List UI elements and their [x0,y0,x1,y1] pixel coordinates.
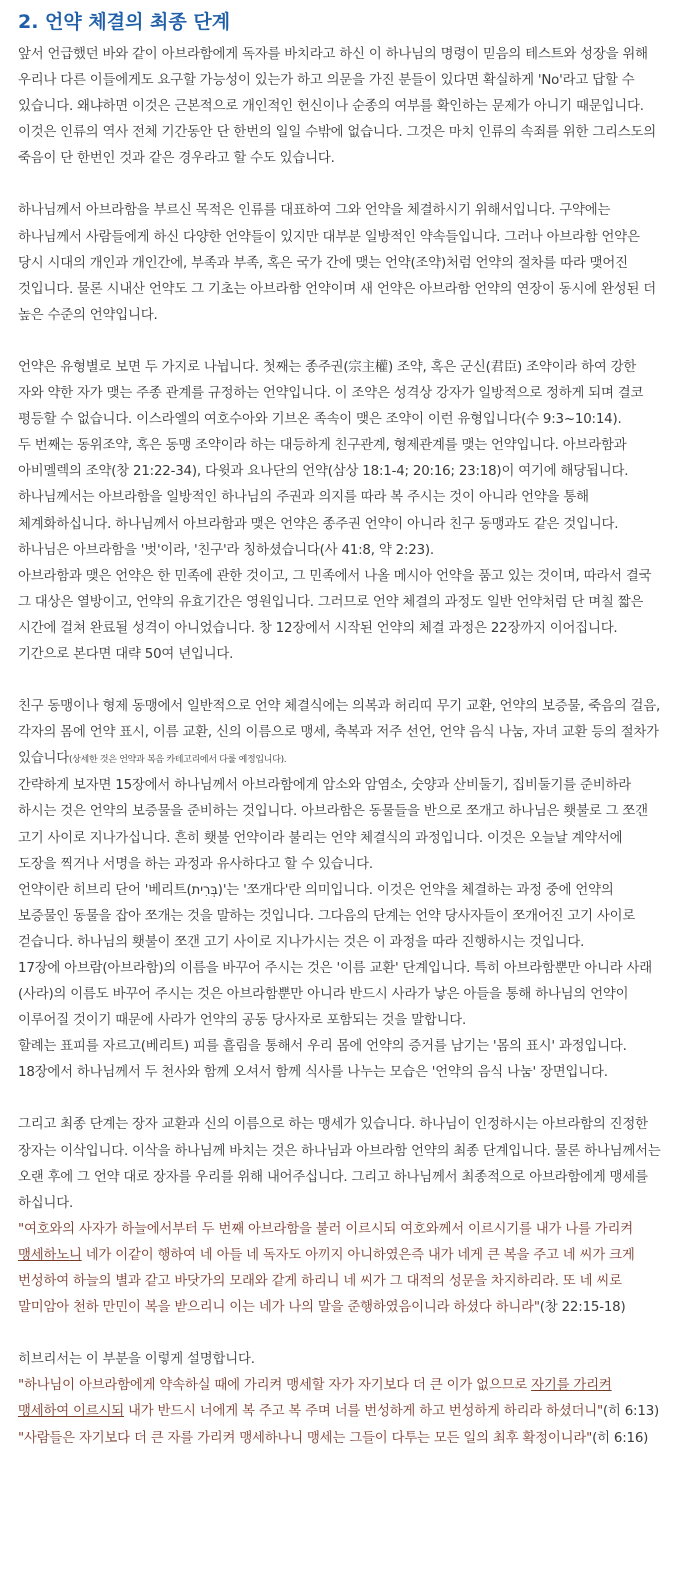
quote-2-underlined: 자기를 가리켜 맹세하여 이르시되 [18,1378,612,1420]
quote-2-text-a: "하나님이 아브라함에게 약속하실 때에 가리켜 맹세할 자가 자기보다 더 큰 이가 없으므로 [18,1378,532,1394]
paragraph-gap [18,1321,663,1347]
quote-1-text-a: "여호와의 사자가 하늘에서부터 두 번째 아브라함을 불러 이르시되 여호와께서 이르시기를 내가 나를 가리켜 [18,1221,633,1237]
quote-2-reference: (히 6:13) [602,1404,660,1420]
scripture-quote-2 [18,1373,663,1425]
paragraph-1: 앞서 언급했던 바와 같이 아브라함에게 독자를 바치라고 하신 이 하나님의 명령이 믿음의 테스트와 성장을 위해 우리나 다른 이들에게도 요구할 가능성이 있는가 하고 의문을 가진 분들이 있다면 확실하게 'No'라고 답할 수 있습니다. 왜냐하면 이것은 근본적으로 개인적인 헌신이나 순종의 여부를 확인하는 문제가 아니기 때문입니다. 이것은 인류의 역사 전체 기간동안 단 한번의 일일 수밖에 없습니다. 그것은 마치 인류의 속죄를 위한 그리스도의 죽음이 단 한번인 것과 같은 경우라고 할 수도 있습니다. [18,47,656,167]
paragraph-5: 그리고 최종 단계는 장자 교환과 신의 이름으로 하는 맹세가 있습니다. 하나님이 인정하시는 아브라함의 진정한 장자는 이삭입니다. 이삭을 하나님께 바치는 것은 하나님과 아브라함 언약의 최종 단계입니다. 물론 하나님께서는 오랜 후에 그 언약 대로 장자를 우리를 위해 내어주십니다. 그리고 하나님께서 최종적으로 아브라함에게 맹세를 하십니다. [18,1117,661,1211]
scripture-quote-1 [18,1217,663,1321]
paragraph-4a-text: 친구 동맹이나 형제 동맹에서 일반적으로 언약 체결식에는 의복과 허리띠 무기 교환, 언약의 보증물, 죽음의 걸음, 각자의 몸에 언약 표시, 이름 교환, 신의 이름으로 맹세, 축복과 저주 선언, 언약 음식 나눔, 자녀 교환 등의 절차가 있습니다 [18,699,661,767]
quote-3-reference: (히 6:16) [592,1430,649,1446]
paragraph-2: 하나님께서 아브라함을 부르신 목적은 인류를 대표하여 그와 언약을 체결하시기 위해서입니다. 구약에는 하나님께서 사람들에게 하신 다양한 언약들이 있지만 대부분 일방적인 약속들입니다. 그러나 아브라함 언약은 당시 시대의 개인과 개인간에, 부족과 부족, 혹은 국가 간에 맺는 언약(조약)처럼 언약의 절차를 따라 맺어진 것입니다. 물론 시내산 언약도 그 기초는 아브라함 언약이며 새 언약은 아브라함 언약의 연장이 동시에 완성된 더 높은 수준의 언약입니다. [18,203,656,323]
footnote-note: (상세한 것은 언약과 복음 카테고리에서 다룰 예정입니다). [68,755,287,766]
paragraph-4b: 간략하게 보자면 15장에서 하나님께서 아브라함에게 암소와 암염소, 숫양과 산비둘기, 집비둘기를 준비하라 하시는 것은 언약의 보증물을 준비하는 것입니다. 아브라함은 동물들을 반으로 쪼개고 하나님은 횃불로 그 쪼갠 고기 사이로 지나가십니다. 흔히 횃불 언약이라 불리는 언약 체결식의 과정입니다. 이것은 오늘날 계약서에 도장을 찍거나 서명을 하는 과정과 유사하다고 할 수 있습니다. [18,778,648,872]
paragraph-6: 히브리서는 이 부분을 이렇게 설명합니다. [18,1352,255,1368]
paragraph-3b: 두 번째는 동위조약, 혹은 동맹 조약이라 하는 대등하게 친구관계, 형제관계를 맺는 언약입니다. 아브라함과 아비멜렉의 조약(창 21:22-34), 다윗과 요나단의 언약(삼상 18:1-4; 20:16; 23:18)이 여기에 해당됩니다. [18,438,629,480]
quote-1-reference: (창 22:15-18) [539,1300,626,1316]
paragraph-3d: 아브라함과 맺은 언약은 한 민족에 관한 것이고, 그 민족에서 나올 메시아 언약을 품고 있는 것이며, 따라서 결국 그 대상은 열방이고, 언약의 유효기간은 영원입니다. 그러므로 언약 체결의 과정도 일반 언약처럼 단 며칠 짧은 시간에 걸쳐 완료될 성격이 아니었습니다. 창 12장에서 시작된 언약의 체결 과정은 22장까지 이어집니다. 기간으로 본다면 대략 50여 년입니다. [18,568,652,662]
paragraph-gap [18,1086,663,1112]
quote-3-text: "사람들은 자기보다 더 큰 자를 가리켜 맹세하나니 맹세는 그들이 다투는 모든 일의 최후 확정이니라" [18,1430,593,1446]
quote-1-text-b: 네가 이같이 행하여 네 아들 네 독자도 아끼지 아니하였은즉 내가 네게 큰 복을 주고 네 씨가 크게 번성하여 하늘의 별과 같고 바닷가의 모래와 같게 하리니 네 씨가 그 대적의 성문을 차지하리라. 또 네 씨로 말미암아 천하 만민이 복을 받으리니 이는 네가 나의 말을 준행하였음이니라 하셨다 하니라" [18,1247,635,1316]
paragraph-3c: 하나님께서는 아브라함을 일방적인 하나님의 주권과 의지를 따라 복 주시는 것이 아니라 언약을 통해 체계화하십니다. 하나님께서 아브라함과 맺은 언약은 종주권 언약이 아니라 친구 동맹과도 같은 것입니다. 하나님은 아브라함을 '벗'이라, '친구'라 칭하셨습니다(사 41:8, 약 2:23). [18,490,619,558]
paragraph-4a [18,694,663,773]
paragraph-gap [18,172,663,198]
paragraph-4e: 할례는 표피를 자르고(베리트) 피를 흘림을 통해서 우리 몸에 언약의 증거를 남기는 '몸의 표시' 과정입니다. 18장에서 하나님께서 두 천사와 함께 오셔서 함께 식사를 나누는 모습은 '언약의 음식 나눔' 장면입니다. [18,1039,627,1081]
page-title: 2. 언약 체결의 최종 단계 [18,11,231,33]
quote-1-underlined: 맹세하노니 [18,1247,82,1263]
paragraph-3a: 언약은 유형별로 보면 두 가지로 나뉩니다. 첫째는 종주권(宗主權) 조약, 혹은 군신(君臣) 조약이라 하여 강한 자와 약한 자가 맺는 주종 관계를 규정하는 언약입니다. 이 조약은 성격상 강자가 일방적으로 정하게 되며 결코 평등할 수 없습니다. 이스라엘의 여호수아와 기브온 족속이 맺은 조약이 이런 유형입니다(수 9:3~10:14). [18,359,644,428]
paragraph-gap [18,668,663,694]
paragraph-4d: 17장에 아브람(아브라함)의 이름을 바꾸어 주시는 것은 '이름 교환' 단계입니다. 특히 아브라함뿐만 아니라 사래(사라)의 이름도 바꾸어 주시는 것은 아브라함뿐만 아니라 반드시 사라가 낳은 아들을 통해 하나님의 언약이 이루어질 것이기 때문에 사라가 언약의 공동 당사자로 포함되는 것을 말합니다. [18,961,653,1029]
quote-2-text-b: 내가 반드시 너에게 복 주고 복 주며 너를 번성하게 하고 번성하게 하리라 하셨더니" [123,1404,603,1420]
paragraph-4c: 언약이란 히브리 단어 '베리트(בְּרִית)'는 '쪼개다'란 의미입니다. 이것은 언약을 체결하는 과정 중에 언약의 보증물인 동물을 잡아 쪼개는 것을 말하는 것입니다. 그다음의 단계는 언약 당사자들이 쪼개어진 고기 사이로 걷습니다. 하나님의 횃불이 쪼갠 고기 사이로 지나가시는 것은 이 과정을 따라 진행하시는 것입니다. [18,882,636,950]
paragraph-gap [18,329,663,355]
scripture-quote-3 [18,1426,663,1452]
